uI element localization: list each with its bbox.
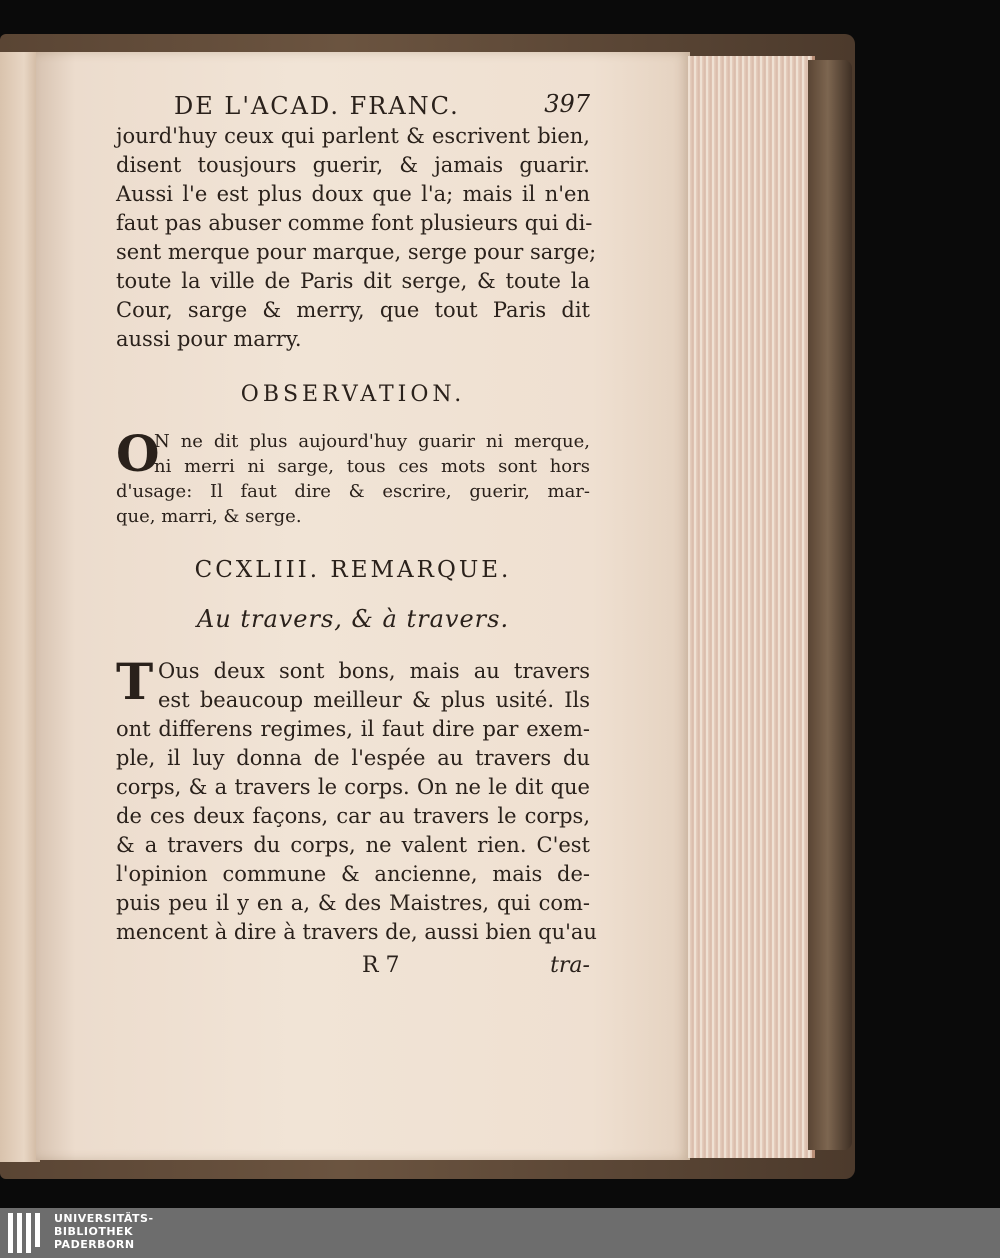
running-head: DE L'ACAD. FRANC. bbox=[174, 92, 460, 120]
signature-mark: R 7 bbox=[362, 953, 400, 978]
remark-subheading: Au travers, & à travers. bbox=[196, 605, 510, 633]
text-line: ni merri ni sarge, tous ces mots sont hors bbox=[154, 456, 590, 477]
drop-cap: T bbox=[116, 652, 154, 711]
text-line: corps, & a travers le corps. On ne le dit que bbox=[116, 775, 590, 799]
text-line: puis peu il y en a, & des Maistres, qui com- bbox=[116, 891, 590, 915]
text-line: est beaucoup meilleur & plus usité. Ils bbox=[158, 688, 590, 712]
library-logo-text bbox=[54, 1212, 154, 1251]
book-fore-edge-cover bbox=[808, 60, 852, 1150]
text-line: l'opinion commune & ancienne, mais de- bbox=[116, 862, 590, 886]
page-footer bbox=[116, 951, 590, 985]
text-line: d'usage: Il faut dire & escrire, guerir, mar- bbox=[116, 481, 590, 502]
text-line: & a travers du corps, ne valent rien. C'est bbox=[116, 833, 590, 857]
text-line: aussi pour marry. bbox=[116, 327, 302, 351]
text-line: ont differens regimes, il faut dire par exem- bbox=[116, 717, 590, 741]
text-line: toute la ville de Paris dit serge, & toute la bbox=[116, 269, 590, 293]
catchword: tra- bbox=[550, 953, 590, 978]
text-line: mencent à dire à travers de, aussi bien qu'au bbox=[116, 920, 597, 944]
remark-heading: CCXLIII. REMARQUE. bbox=[194, 557, 512, 583]
text-line: disent tousjours guerir, & jamais guarir. bbox=[116, 153, 590, 177]
text-line: que, marri, & serge. bbox=[116, 506, 302, 527]
text-line: Cour, sarge & merry, que tout Paris dit bbox=[116, 298, 590, 322]
paragraph-continuation bbox=[116, 122, 597, 354]
text-line: jourd'huy ceux qui parlent & escrivent bien, bbox=[116, 124, 590, 148]
text-line: de ces deux façons, car au travers le corps, bbox=[116, 804, 590, 828]
left-page-edge bbox=[0, 52, 40, 1162]
page-number: 397 bbox=[544, 90, 590, 118]
text-line: sent merque pour marque, serge pour sarge; bbox=[116, 240, 597, 264]
drop-cap: O bbox=[116, 424, 160, 483]
text-line: Ous deux sont bons, mais au travers bbox=[158, 659, 590, 683]
remark-paragraph bbox=[116, 652, 597, 947]
observation-heading: OBSERVATION. bbox=[240, 382, 466, 407]
logo-line: UNIVERSITÄTS- bbox=[54, 1212, 154, 1225]
page-block-edges bbox=[688, 56, 815, 1158]
logo-line: BIBLIOTHEK bbox=[54, 1225, 134, 1238]
text-line: faut pas abuser comme font plusieurs qui di- bbox=[116, 211, 593, 235]
text-line: ple, il luy donna de l'espée au travers du bbox=[116, 746, 590, 770]
page-text bbox=[116, 86, 597, 985]
logo-line: PADERBORN bbox=[54, 1238, 135, 1251]
text-line: N ne dit plus aujourd'huy guarir ni merque, bbox=[154, 431, 590, 452]
library-logo-bar bbox=[0, 1208, 1000, 1258]
page-header bbox=[116, 86, 590, 122]
text-line: Aussi l'e est plus doux que l'a; mais il n'en bbox=[116, 182, 590, 206]
observation-paragraph bbox=[116, 424, 590, 529]
library-logo-icon bbox=[8, 1213, 44, 1253]
